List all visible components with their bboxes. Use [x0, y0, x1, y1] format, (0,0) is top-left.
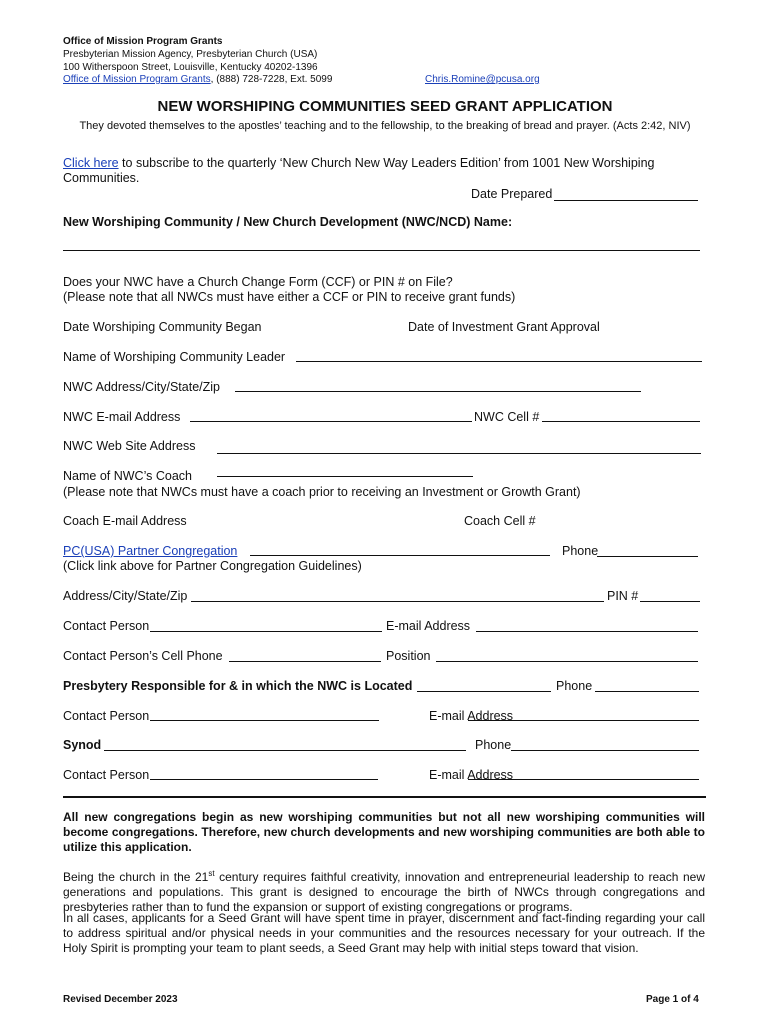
synod-phone-field[interactable]: [511, 750, 699, 751]
partner-address-field[interactable]: [191, 601, 604, 602]
partner-email-field[interactable]: [476, 631, 698, 632]
ccf-question: Does your NWC have a Church Change Form (CCF) or PIN # on File?: [63, 275, 453, 289]
presbytery-contact-label: Contact Person: [63, 709, 150, 723]
synod-contact-label: Contact Person: [63, 768, 150, 782]
coach-email-label: Coach E-mail Address: [63, 514, 187, 528]
contact-email-link[interactable]: Chris.Romine@pcusa.org: [425, 74, 540, 85]
body-paragraph-1-start: Being the church in the 21: [63, 870, 209, 884]
page-title: NEW WORSHIPING COMMUNITIES SEED GRANT APPLICATION: [157, 98, 613, 115]
coach-cell-label: Coach Cell #: [464, 514, 536, 528]
subscribe-text: [63, 156, 683, 186]
position-field[interactable]: [436, 661, 698, 662]
office-name: Office of Mission Program Grants: [63, 36, 223, 47]
office-address: 100 Witherspoon Street, Louisville, Kentucky 40202-1396: [63, 62, 318, 73]
body-paragraph-1: [63, 866, 705, 915]
partner-pin-field[interactable]: [640, 601, 700, 602]
body-paragraph-2: In all cases, applicants for a Seed Grant will have spent time in prayer, discernment and fact-finding regarding your call to address spiritual and/or physical needs in your communities and the resources necessary for your outreach. If the Holy Spirit is prompting your team to plant seeds, a Seed Grant may help with initial steps toward that vision.: [63, 911, 705, 955]
date-prepared-label: Date Prepared: [471, 187, 553, 201]
nwc-address-label: NWC Address/City/State/Zip: [63, 380, 220, 394]
partner-address-label: Address/City/State/Zip: [63, 589, 188, 603]
subscribe-description: to subscribe to the quarterly ‘New Church New Way Leaders Edition’ from 1001 New Worshiping Communities.: [63, 156, 655, 185]
presbytery-field[interactable]: [417, 691, 551, 692]
partner-phone-field[interactable]: [597, 556, 698, 557]
presbytery-email-field[interactable]: [468, 720, 699, 721]
synod-contact-field[interactable]: [150, 779, 378, 780]
position-label: Position: [386, 649, 431, 663]
body-paragraph-1-superscript: st: [208, 869, 215, 878]
coach-note: (Please note that NWCs must have a coach prior to receiving an Investment or Growth Grant): [63, 485, 581, 499]
nwc-website-label: NWC Web Site Address: [63, 439, 196, 453]
leader-name-field[interactable]: [296, 361, 702, 362]
scripture-quote: They devoted themselves to the apostles’ teaching and to the fellowship, to the breaking of bread and prayer. (Acts 2:42, NIV): [79, 120, 691, 132]
office-contact: [63, 73, 332, 86]
nwc-website-field[interactable]: [217, 453, 701, 454]
partner-contact-field[interactable]: [150, 631, 382, 632]
partner-congregation-link[interactable]: PC(USA) Partner Congregation: [63, 544, 238, 558]
ccf-note: (Please note that all NWCs must have either a CCF or PIN to receive grant funds): [63, 290, 516, 304]
partner-contact-label: Contact Person: [63, 619, 150, 633]
partner-pin-label: PIN #: [607, 589, 639, 603]
eligibility-statement: All new congregations begin as new worshiping communities but not all new worshiping communities will become congregations. Therefore, new church developments and new worshiping communities are both able to utilize this application.: [63, 810, 705, 854]
contact-cell-field[interactable]: [229, 661, 381, 662]
date-began-label: Date Worshiping Community Began: [63, 320, 262, 334]
nwc-email-field[interactable]: [190, 421, 472, 422]
synod-label: Synod: [63, 738, 102, 752]
presbytery-phone-field[interactable]: [595, 691, 699, 692]
coach-name-label: Name of NWC’s Coach: [63, 469, 192, 483]
date-investment-label: Date of Investment Grant Approval: [408, 320, 600, 334]
nwc-cell-field[interactable]: [542, 421, 700, 422]
synod-field[interactable]: [104, 750, 466, 751]
presbytery-phone-label: Phone: [556, 679, 593, 693]
synod-email-field[interactable]: [468, 779, 699, 780]
nwc-address-field[interactable]: [235, 391, 641, 392]
coach-name-field[interactable]: [217, 476, 473, 477]
office-link[interactable]: Office of Mission Program Grants: [63, 74, 211, 85]
nwc-name-field[interactable]: [63, 250, 700, 251]
subscribe-link[interactable]: Click here: [63, 156, 119, 170]
partner-note: (Click link above for Partner Congregation Guidelines): [63, 559, 362, 573]
nwc-cell-label: NWC Cell #: [474, 410, 540, 424]
presbytery-contact-field[interactable]: [150, 720, 379, 721]
body-paragraph-1-rest: century requires faithful creativity, innovation and entrepreneurial leadership to reach new generations and populations. This grant is designed to encourage the birth of NWCs through congregations and presbyteries rather than to fund the expansion or support of existing congregations or programs.: [63, 870, 705, 914]
revision-date: Revised December 2023: [63, 994, 178, 1005]
nwc-email-label: NWC E-mail Address: [63, 410, 181, 424]
section-divider: [63, 796, 706, 798]
partner-email-label: E-mail Address: [386, 619, 471, 633]
nwc-name-label: New Worshiping Community / New Church Development (NWC/NCD) Name:: [63, 215, 513, 229]
synod-phone-label: Phone: [475, 738, 512, 752]
partner-congregation-field[interactable]: [250, 555, 550, 556]
agency-name: Presbyterian Mission Agency, Presbyterian Church (USA): [63, 49, 318, 60]
partner-phone-label: Phone: [562, 544, 599, 558]
office-phone: , (888) 728-7228, Ext. 5099: [210, 74, 333, 85]
date-prepared-field[interactable]: [554, 200, 698, 201]
page-number: Page 1 of 4: [646, 994, 699, 1005]
synod-email-label: E-mail Address: [429, 768, 514, 782]
contact-cell-label: Contact Person’s Cell Phone: [63, 649, 223, 663]
leader-name-label: Name of Worshiping Community Leader: [63, 350, 286, 364]
presbytery-label: Presbytery Responsible for & in which the NWC is Located: [63, 679, 413, 693]
presbytery-email-label: E-mail Address: [429, 709, 514, 723]
